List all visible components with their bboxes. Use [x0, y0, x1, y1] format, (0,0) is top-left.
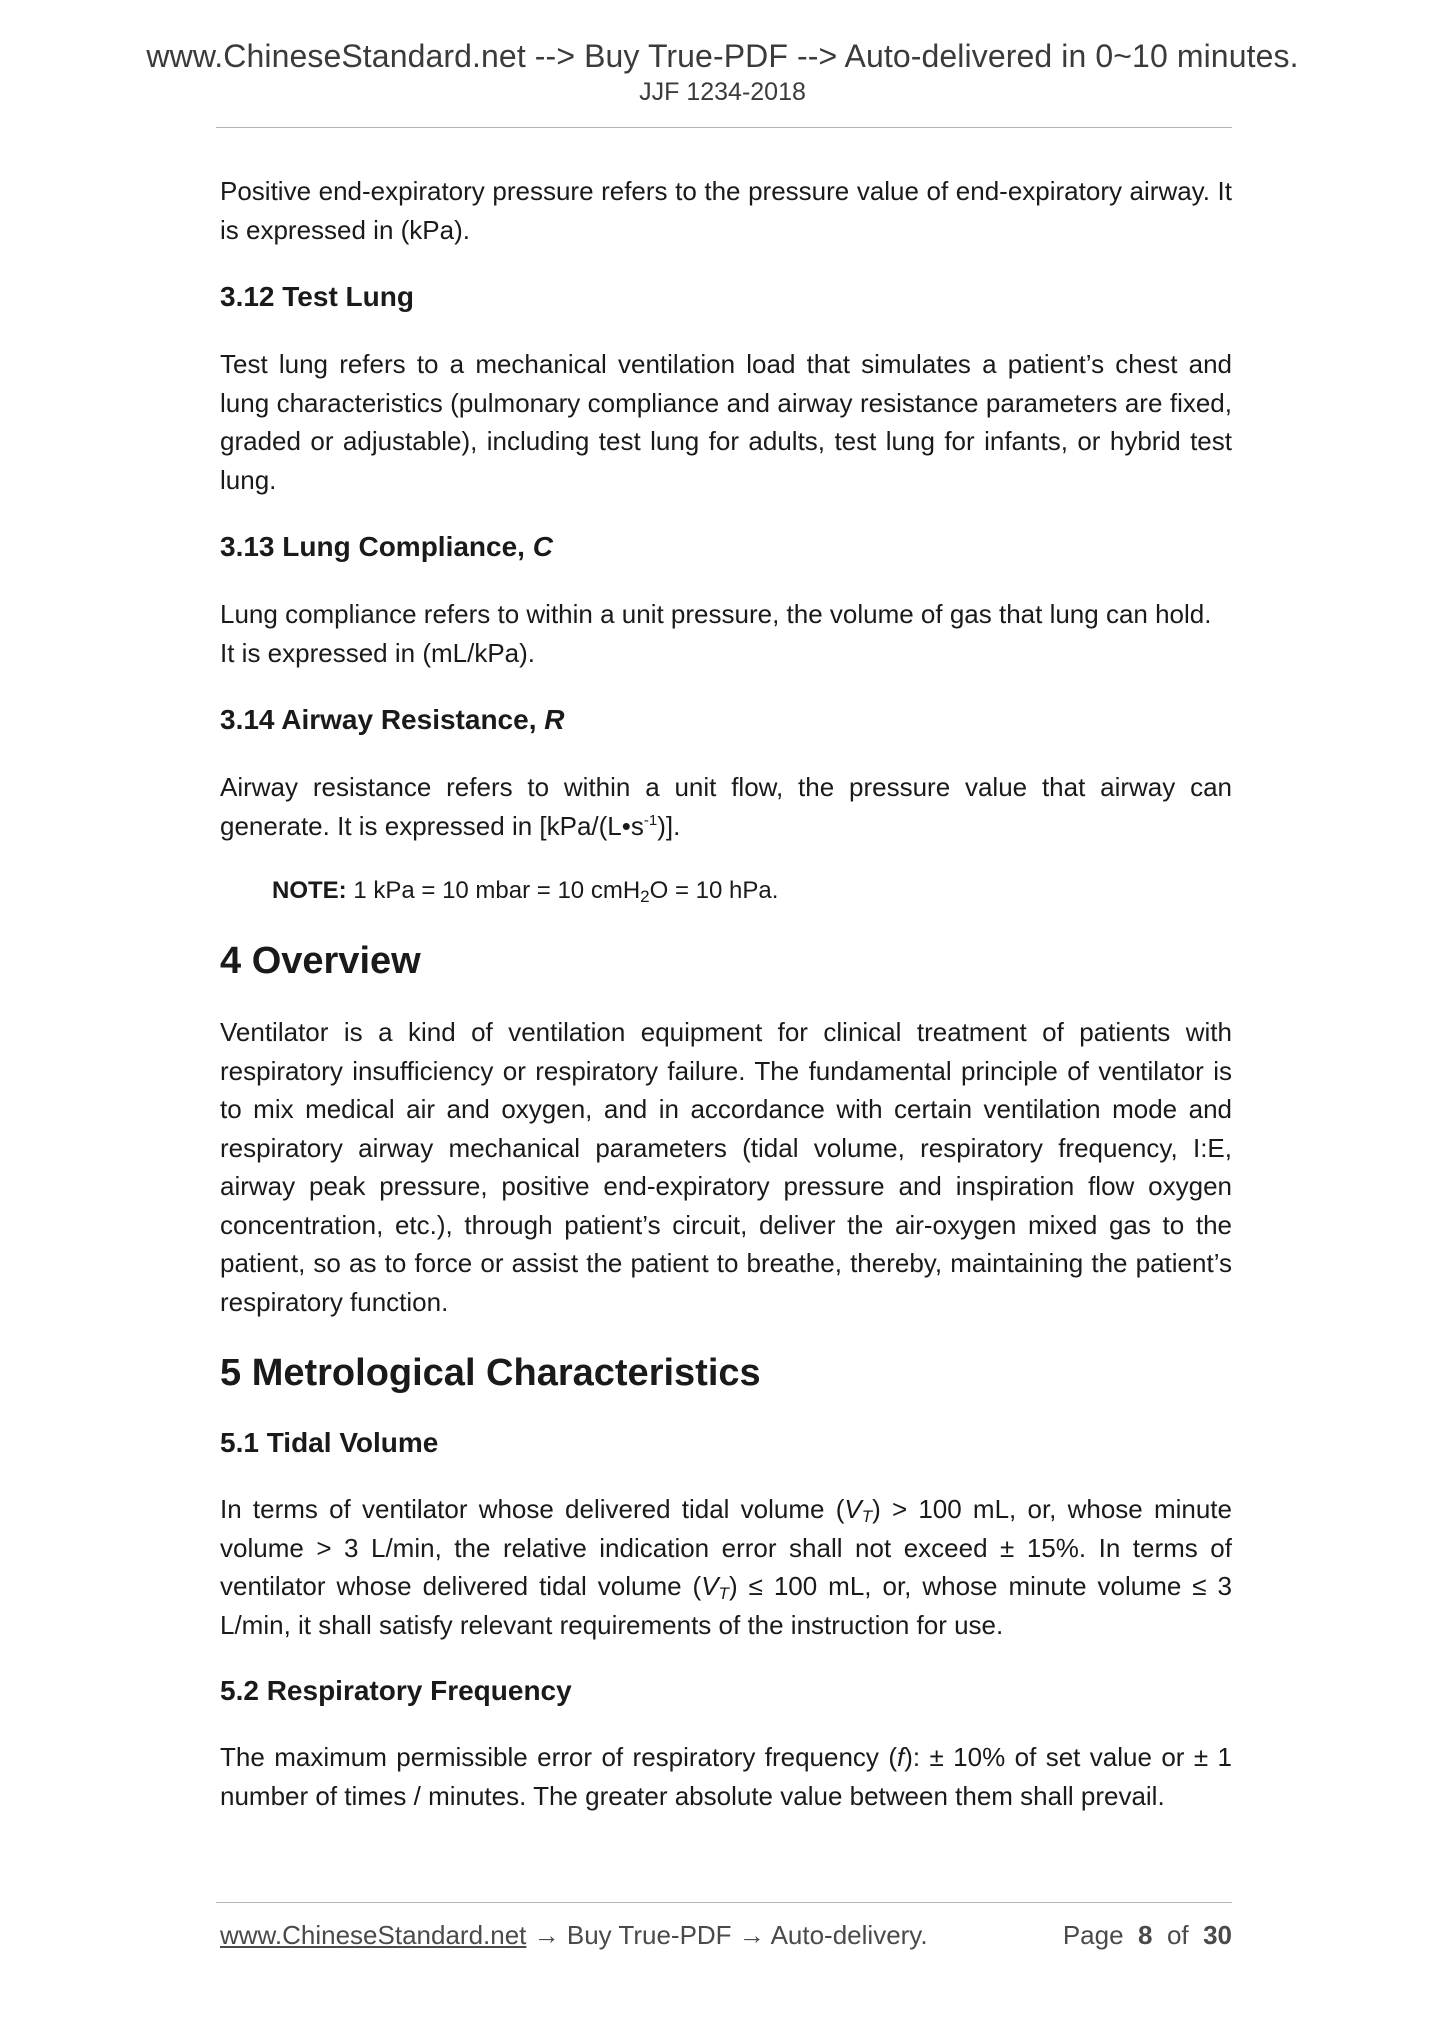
note-label: NOTE: — [272, 877, 347, 904]
section-3-14-text — [220, 768, 1232, 845]
footer-promo — [220, 1920, 928, 1951]
tidal-volume-subscript-text: T — [861, 1507, 873, 1526]
section-3-12-title: 3.12 Test Lung — [220, 281, 414, 312]
section-5-1-title: 5.1 Tidal Volume — [220, 1427, 439, 1458]
frequency-symbol: f — [897, 1742, 905, 1772]
resistance-symbol: R — [544, 704, 565, 735]
section-5-2-title: 5.2 Respiratory Frequency — [220, 1675, 572, 1706]
of-label: of — [1166, 1920, 1189, 1950]
s51-text-2: ) > 100 mL, or, whose minute volume > 3 L/min, the relative indication error shall not exceed ± 15%. In terms of ventilator whose delivered tidal volume ( — [220, 1494, 1232, 1601]
document-code: JJF 1234-2018 — [639, 78, 806, 106]
chapter-4-text: Ventilator is a kind of ventilation equipment for clinical treatment of patients with respiratory insufficiency or respiratory failure. The fundamental principle of ventilator is to mix medical air and oxygen, and in accordance with certain ventilation mode and respiratory airway mechanical parameters (tidal volume, respiratory frequency, I:E, airway peak pressure, positive end-expiratory pressure and inspiration flow oxygen concentration, etc.), through patient’s circuit, deliver the air-oxygen mixed gas to the patient, so as to force or assist the patient to breathe, thereby, maintaining the patient’s respiratory function. — [220, 1017, 1232, 1317]
chapter-4-title: 4 Overview — [220, 940, 421, 982]
page-label: Page — [1062, 1920, 1124, 1950]
page-number — [1063, 1920, 1232, 1951]
tidal-volume-subscript-text-2: T — [718, 1584, 729, 1603]
s52-text-1: The maximum permissible error of respiratory frequency ( — [220, 1742, 897, 1772]
chapter-5-title: 5 Metrological Characteristics — [220, 1352, 761, 1394]
footer-promo-text: → Buy True-PDF → Auto-delivery. — [526, 1920, 928, 1950]
section-3-14-title-text: 3.14 Airway Resistance, — [220, 704, 537, 735]
unit-note — [272, 874, 1232, 908]
section-5-2-text — [220, 1738, 1232, 1815]
compliance-symbol: C — [532, 531, 553, 562]
header-divider — [216, 127, 1232, 128]
page-content — [220, 172, 1232, 1815]
note-text-b: O = 10 hPa. — [649, 877, 779, 904]
section-3-14-text-a: Airway resistance refers to within a unit flow, the pressure value that airway can generate. It is expressed in [kPa/(L•s — [220, 772, 1232, 841]
section-5-1-text — [220, 1490, 1232, 1644]
tidal-volume-symbol: V — [844, 1494, 862, 1524]
s51-text-3: ) ≤ 100 mL, or, whose minute volume ≤ 3 L/min, it shall satisfy relevant requirements of the instruction for use. — [220, 1571, 1232, 1640]
section-3-13-title-text: 3.13 Lung Compliance, — [220, 531, 525, 562]
paragraph-peep: Positive end-expiratory pressure refers to the pressure value of end-expiratory airway. It is expressed in (kPa). — [220, 176, 1232, 245]
total-pages: 30 — [1203, 1920, 1232, 1950]
s51-text-1: In terms of ventilator whose delivered tidal volume ( — [220, 1494, 845, 1524]
section-3-14-title — [220, 701, 1232, 739]
s52-text-2: ): ± 10% of set value or ± 1 number of times / minutes. The greater absolute value between them shall prevail. — [220, 1742, 1232, 1811]
site-banner: www.ChineseStandard.net --> Buy True-PDF --> Auto-delivered in 0~10 minutes. — [146, 38, 1299, 74]
note-text-a: 1 kPa = 10 mbar = 10 cmH — [353, 877, 641, 904]
current-page: 8 — [1138, 1920, 1153, 1950]
section-3-13-title — [220, 528, 1232, 566]
section-3-13-text: Lung compliance refers to within a unit pressure, the volume of gas that lung can hold. It is expressed in (mL/kPa). — [220, 599, 1212, 668]
footer-divider — [216, 1902, 1232, 1903]
section-3-14-text-b: )]. — [657, 810, 681, 841]
section-3-12-text: Test lung refers to a mechanical ventilation load that simulates a patient’s chest and lung characteristics (pulmonary compliance and airway resistance parameters are fixed, graded or adjustable), including test lung for adults, test lung for infants, or hybrid test lung. — [220, 349, 1232, 495]
tidal-volume-symbol-2: V — [701, 1571, 719, 1601]
exponent: -1 — [643, 811, 658, 829]
note-subscript: 2 — [640, 887, 650, 906]
tidal-volume-subscript-2 — [719, 1584, 729, 1603]
footer-site-link[interactable]: www.ChineseStandard.net — [220, 1920, 527, 1950]
tidal-volume-subscript — [862, 1507, 872, 1526]
